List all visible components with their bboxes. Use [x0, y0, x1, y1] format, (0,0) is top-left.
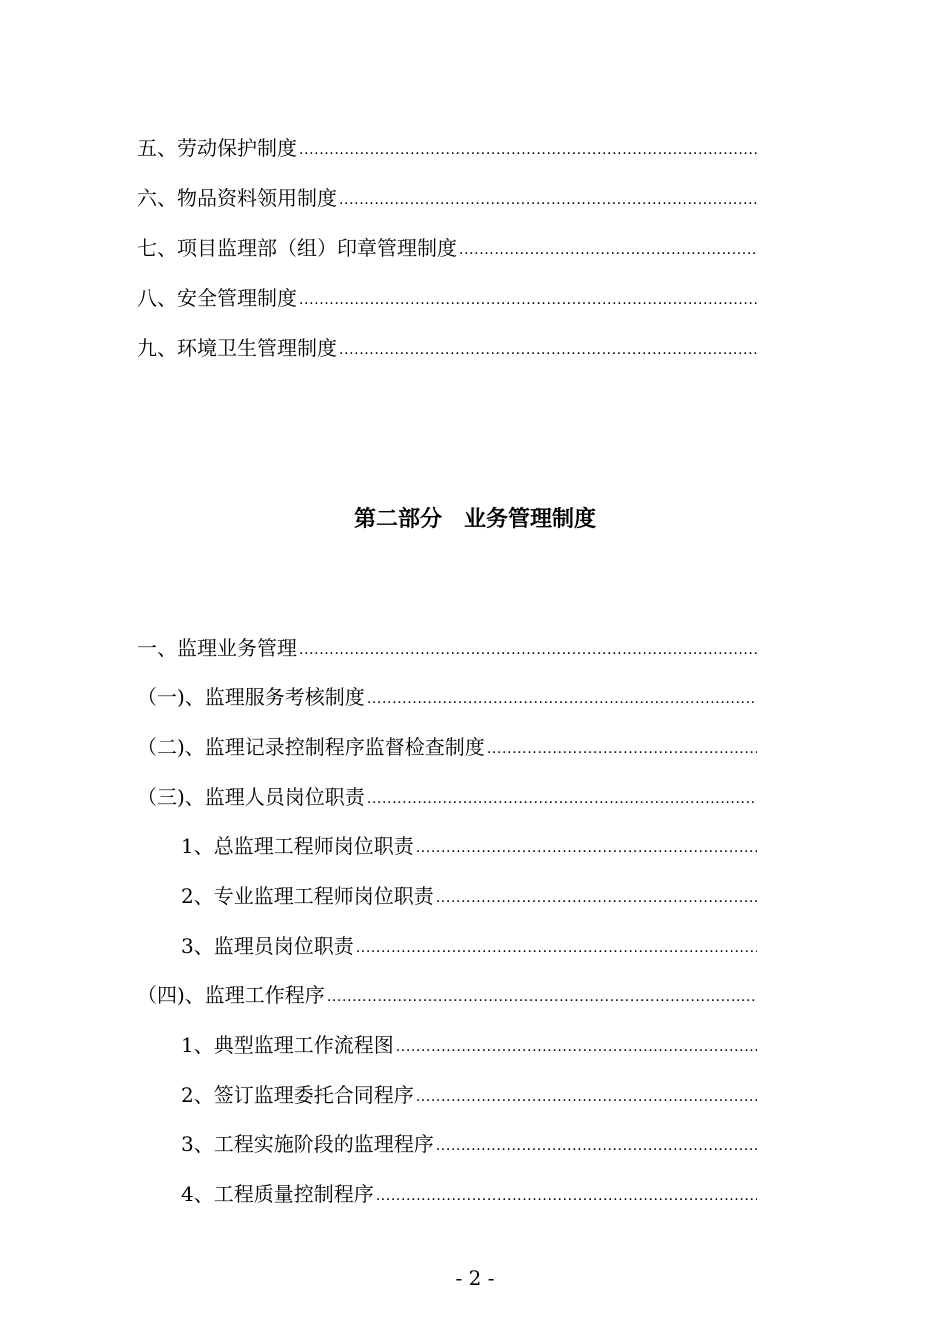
toc-entry-text: 3、监理员岗位职责 [181, 934, 354, 958]
toc-entry[interactable] [137, 333, 757, 363]
toc-entry-text: 1、总监理工程师岗位职责 [181, 834, 414, 858]
toc-entry-text: 一、监理业务管理 [137, 636, 297, 660]
toc-dot-leader [436, 1129, 757, 1159]
toc-dot-leader [299, 133, 757, 163]
toc-dot-leader [436, 881, 757, 911]
toc-entry-text: 五、劳动保护制度 [137, 136, 297, 160]
toc-dot-leader [327, 980, 757, 1010]
toc-dot-leader [367, 782, 757, 812]
toc-entry[interactable] [137, 732, 757, 762]
toc-dot-leader [339, 183, 757, 213]
toc-entry-text: 九、环境卫生管理制度 [137, 336, 337, 360]
toc-entry-text: 六、物品资料领用制度 [137, 186, 337, 210]
toc-dot-leader [299, 283, 757, 313]
toc-dot-leader [376, 1179, 757, 1209]
toc-entry[interactable] [181, 931, 757, 961]
toc-entry[interactable] [137, 980, 757, 1010]
toc-dot-leader [339, 333, 757, 363]
toc-dot-leader [396, 1030, 757, 1060]
toc-dot-leader [487, 732, 757, 762]
toc-entry[interactable] [181, 881, 757, 911]
toc-entry[interactable] [181, 831, 757, 861]
toc-entry[interactable] [137, 633, 757, 663]
toc-entry-text: 八、安全管理制度 [137, 286, 297, 310]
toc-entry[interactable] [137, 782, 757, 812]
toc-dot-leader [367, 682, 757, 712]
toc-entry[interactable] [137, 233, 757, 263]
toc-entry-text: （二)、监理记录控制程序监督检查制度 [137, 735, 485, 759]
toc-entry-text: （三)、监理人员岗位职责 [137, 785, 365, 809]
toc-entry[interactable] [137, 283, 757, 313]
section-heading: 第二部分 业务管理制度 [353, 507, 596, 532]
toc-entry-text: （一)、监理服务考核制度 [137, 685, 365, 709]
toc-entry[interactable] [137, 682, 757, 712]
toc-entry-text: 2、专业监理工程师岗位职责 [181, 884, 434, 908]
toc-entry[interactable] [181, 1129, 757, 1159]
toc-entry[interactable] [137, 183, 757, 213]
toc-entry[interactable] [181, 1080, 757, 1110]
toc-dot-leader [299, 633, 757, 663]
toc-dot-leader [416, 1080, 757, 1110]
toc-entry-text: 七、项目监理部（组）印章管理制度 [137, 236, 457, 260]
toc-entry-text: 4、工程质量控制程序 [181, 1182, 374, 1206]
toc-entry-text: （四)、监理工作程序 [137, 983, 325, 1007]
toc-dot-leader [356, 931, 757, 961]
toc-entry[interactable] [181, 1179, 757, 1209]
toc-dot-leader [459, 233, 757, 263]
toc-entry-text: 1、典型监理工作流程图 [181, 1033, 394, 1057]
toc-entry-text: 3、工程实施阶段的监理程序 [181, 1132, 434, 1156]
toc-entry-text: 2、签订监理委托合同程序 [181, 1083, 414, 1107]
toc-entry[interactable] [137, 133, 757, 163]
toc-entry[interactable] [181, 1030, 757, 1060]
toc-dot-leader [416, 831, 757, 861]
page-number: - 2 - [455, 1266, 495, 1290]
